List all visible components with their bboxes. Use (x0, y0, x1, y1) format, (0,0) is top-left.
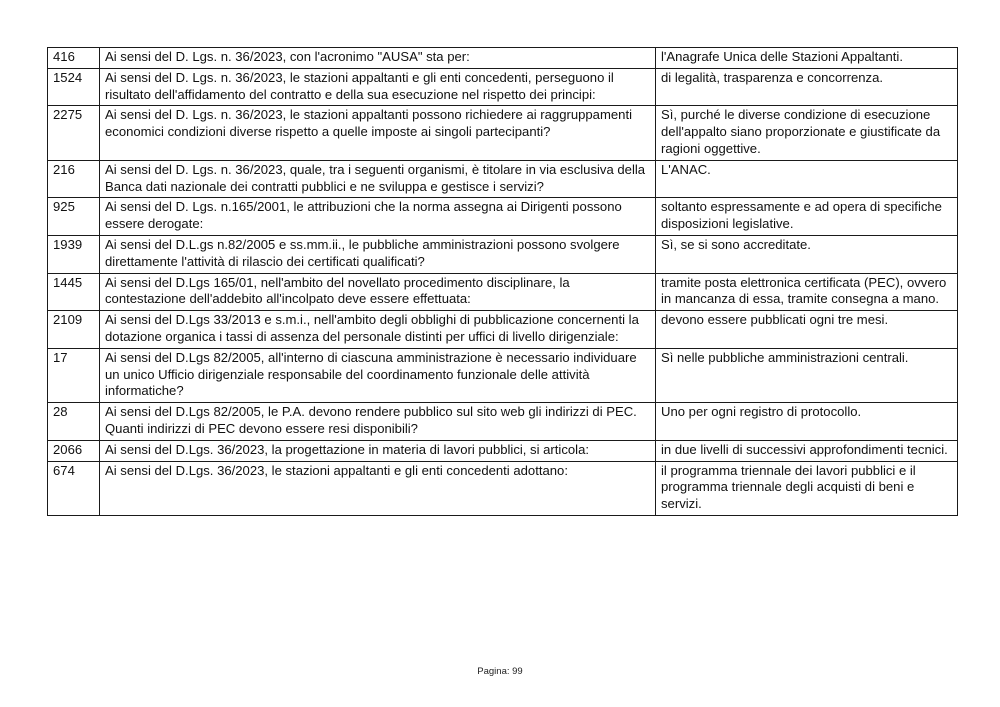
table-row (48, 198, 958, 236)
table-row (48, 440, 958, 461)
question-id: 1445 (48, 273, 100, 311)
answer-text: Sì, se si sono accreditate. (656, 235, 958, 273)
answer-text: L'ANAC. (656, 160, 958, 198)
table-row (48, 160, 958, 198)
question-text: Ai sensi del D.Lgs 165/01, nell'ambito del novellato procedimento disciplinare, la contestazione dell'addebito all'incolpato deve essere effettuata: (100, 273, 656, 311)
question-id: 17 (48, 348, 100, 402)
answer-text: in due livelli di successivi approfondimenti tecnici. (656, 440, 958, 461)
answer-text: l'Anagrafe Unica delle Stazioni Appaltanti. (656, 48, 958, 69)
table-row (48, 403, 958, 441)
answer-text: tramite posta elettronica certificata (PEC), ovvero in mancanza di essa, tramite consegna a mano. (656, 273, 958, 311)
answer-text: il programma triennale dei lavori pubblici e il programma triennale degli acquisti di beni e servizi. (656, 461, 958, 515)
question-text: Ai sensi del D.Lgs 82/2005, le P.A. devono rendere pubblico sul sito web gli indirizzi di PEC. Quanti indirizzi di PEC devono essere resi disponibili? (100, 403, 656, 441)
question-text: Ai sensi del D. Lgs. n. 36/2023, con l'acronimo "AUSA" sta per: (100, 48, 656, 69)
question-text: Ai sensi del D.Lgs. 36/2023, la progettazione in materia di lavori pubblici, si articola: (100, 440, 656, 461)
question-text: Ai sensi del D. Lgs. n. 36/2023, le stazioni appaltanti possono richiedere ai raggruppamenti economici condizioni diverse rispetto a quelle imposte ai singoli partecipanti? (100, 106, 656, 160)
table-row (48, 348, 958, 402)
question-text: Ai sensi del D.L.gs n.82/2005 e ss.mm.ii., le pubbliche amministrazioni possono svolgere direttamente l'attività di rilascio dei certificati qualificati? (100, 235, 656, 273)
table-row (48, 311, 958, 349)
page-number: Pagina: 99 (477, 666, 523, 677)
table-row (48, 273, 958, 311)
question-text: Ai sensi del D.Lgs. 36/2023, le stazioni appaltanti e gli enti concedenti adottano: (100, 461, 656, 515)
question-id: 2275 (48, 106, 100, 160)
question-text: Ai sensi del D. Lgs. n.165/2001, le attribuzioni che la norma assegna ai Dirigenti possono essere derogate: (100, 198, 656, 236)
answer-text: devono essere pubblicati ogni tre mesi. (656, 311, 958, 349)
table-row (48, 235, 958, 273)
answer-text: Uno per ogni registro di protocollo. (656, 403, 958, 441)
question-text: Ai sensi del D. Lgs. n. 36/2023, le stazioni appaltanti e gli enti concedenti, perseguono il risultato dell'affidamento del contratto e della sua esecuzione nel rispetto dei principi: (100, 68, 656, 106)
answer-text: Sì, purché le diverse condizione di esecuzione dell'appalto siano proporzionate e giustificate da ragioni oggettive. (656, 106, 958, 160)
table-row (48, 461, 958, 515)
question-id: 2109 (48, 311, 100, 349)
table-row (48, 48, 958, 69)
question-id: 216 (48, 160, 100, 198)
question-id: 2066 (48, 440, 100, 461)
question-id: 1524 (48, 68, 100, 106)
question-text: Ai sensi del D.Lgs 33/2013 e s.m.i., nell'ambito degli obblighi di pubblicazione concernenti la dotazione organica i tassi di assenza del personale distinti per uffici di livello dirigenziale: (100, 311, 656, 349)
question-id: 925 (48, 198, 100, 236)
answer-text: soltanto espressamente e ad opera di specifiche disposizioni legislative. (656, 198, 958, 236)
table-row (48, 106, 958, 160)
question-answer-table (47, 47, 958, 516)
question-id: 416 (48, 48, 100, 69)
answer-text: Sì nelle pubbliche amministrazioni centrali. (656, 348, 958, 402)
question-id: 674 (48, 461, 100, 515)
table-row (48, 68, 958, 106)
answer-text: di legalità, trasparenza e concorrenza. (656, 68, 958, 106)
question-id: 28 (48, 403, 100, 441)
question-text: Ai sensi del D.Lgs 82/2005, all'interno di ciascuna amministrazione è necessario individuare un unico Ufficio dirigenziale responsabile del coordinamento funzionale delle attività informatiche? (100, 348, 656, 402)
question-text: Ai sensi del D. Lgs. n. 36/2023, quale, tra i seguenti organismi, è titolare in via esclusiva della Banca dati nazionale dei contratti pubblici e ne sviluppa e gestisce i servizi? (100, 160, 656, 198)
question-id: 1939 (48, 235, 100, 273)
